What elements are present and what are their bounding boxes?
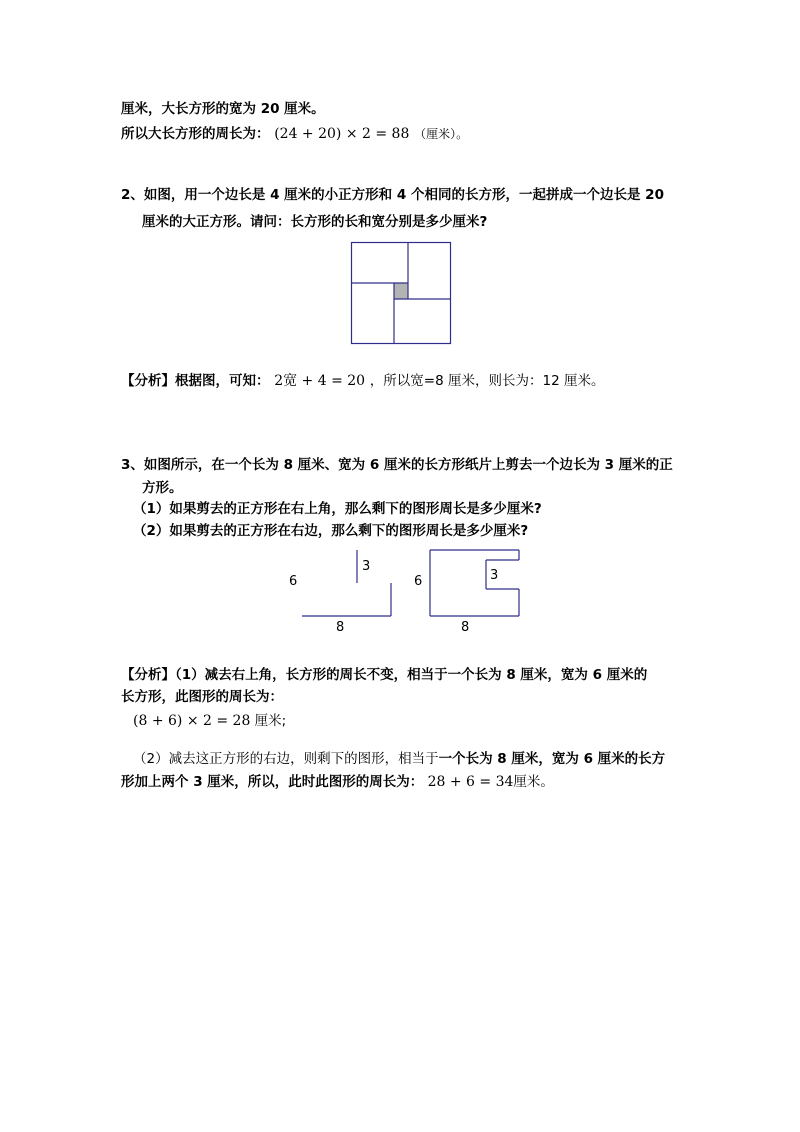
q3-fig2-label-6: 6 [414,574,423,589]
q2-analysis-formula: 2宽 + 4 = 20 [274,373,366,389]
q3-figure-1 [285,548,395,638]
q3-analysis1-unit: 厘米; [254,713,287,729]
q3-line1: 3、如图所示，在一个长为 8 厘米、宽为 6 厘米的长方形纸片上剪去一个边长为 3 厘米的正 [121,457,673,473]
q3-figure-2 [410,548,530,638]
q3-analysis2-unit: 厘米。 [513,774,554,790]
q3-analysis1-line2: 长方形，此图形的周长为： [121,689,283,705]
q2-shaded-square [394,283,408,299]
p1-line2 [121,125,468,143]
p1-line1: 厘米，大长方形的宽为 20 厘米。 [121,101,325,117]
q3-analysis2-formula: 28 + 6 = 34 [427,774,514,790]
q3-analysis2-bold: 一个长为 8 厘米，宽为 6 厘米的长方 [438,751,666,767]
q3-analysis1-line1: 【分析】（1）减去右上角，长方形的周长不变，相当于一个长为 8 厘米，宽为 6 厘米的 [121,667,648,683]
q3-analysis2-line1 [133,750,665,768]
p1-formula: (24 + 20) × 2 = 88 [274,126,410,142]
q3-sub1: （1）如果剪去的正方形在右上角，那么剩下的图形周长是多少厘米? [133,501,542,517]
q3-fig2-label-8: 8 [461,620,470,635]
q3-fig1-label-6: 6 [289,574,298,589]
p1-unit: （厘米）。 [414,127,469,141]
q3-analysis1-line3 [133,712,286,730]
q3-line2: 方形。 [142,480,183,496]
q3-sub2: （2）如果剪去的正方形在右边，那么剩下的图形周长是多少厘米? [133,523,529,539]
q2-analysis-rest: ，所以宽=8 厘米，则长为：12 厘米。 [369,373,605,389]
q2-pinwheel-figure [351,242,451,344]
q3-fig1-label-3: 3 [362,559,371,574]
q3-fig2-label-3: 3 [490,568,499,583]
q2-line2: 厘米的大正方形。请问：长方形的长和宽分别是多少厘米? [142,214,488,230]
q3-analysis2-line2-text: 形加上两个 3 厘米，所以，此时此图形的周长为： [121,774,424,790]
q3-analysis1-formula: (8 + 6) × 2 = 28 [133,713,251,729]
q2-line1: 2、如图，用一个边长是 4 厘米的小正方形和 4 个相同的长方形，一起拼成一个边长是 20 [121,187,664,203]
q3-fig1-label-8: 8 [336,620,345,635]
p1-line2-prefix: 所以大长方形的周长为： [121,126,270,142]
q3-analysis2-line2 [121,773,554,791]
q2-analysis [121,372,604,390]
q2-analysis-label: 【分析】根据图，可知： [121,373,270,389]
q3-analysis2-start: （2）减去这正方形的右边，则剩下的图形，相当于 [133,751,439,767]
